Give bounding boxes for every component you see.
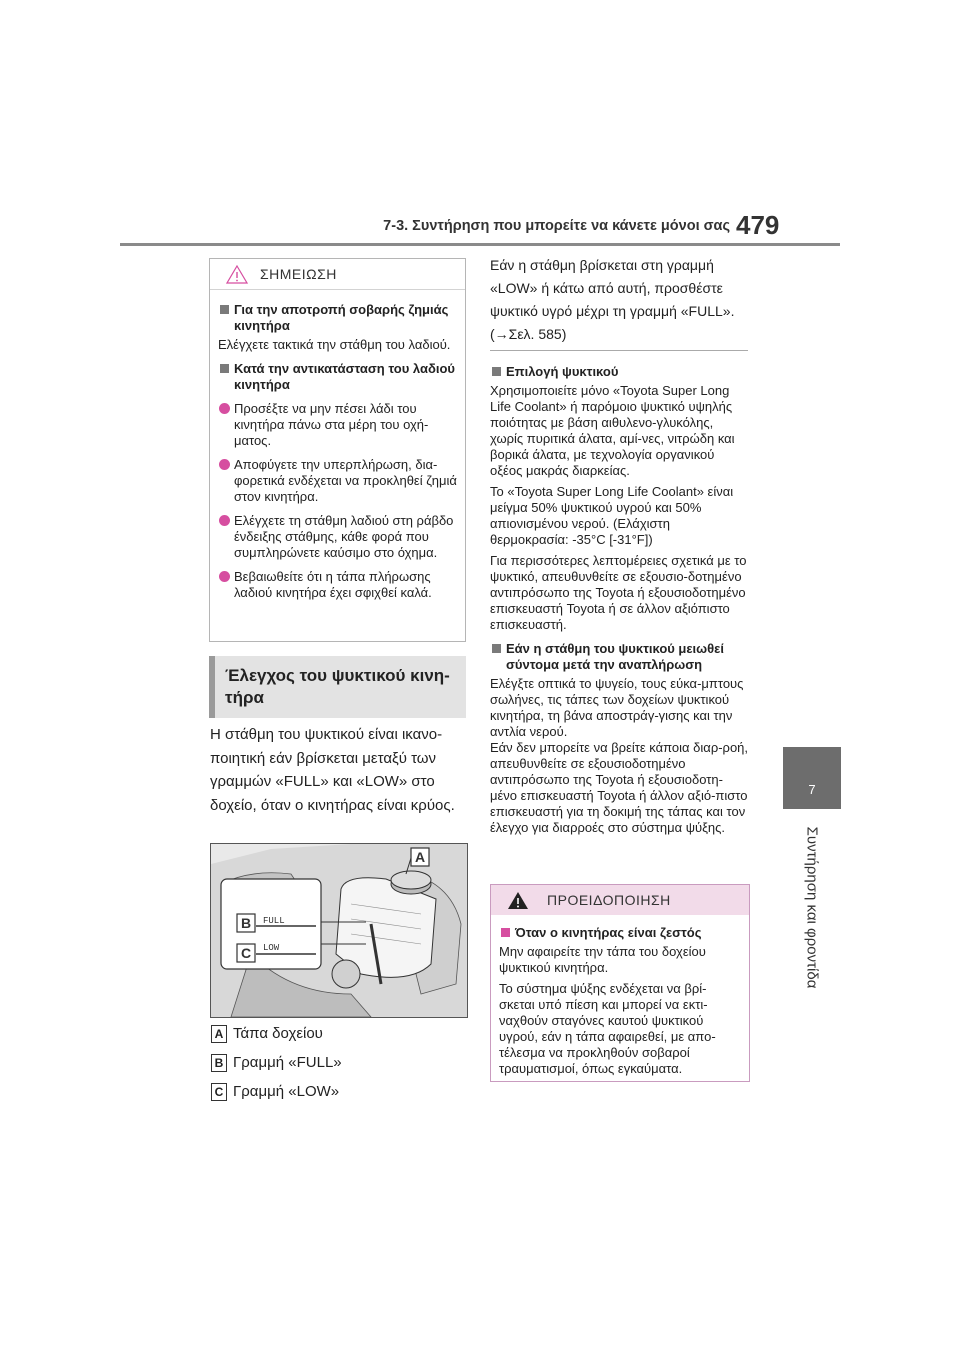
warning-paragraph-2: Το σύστημα ψύξης ενδέχεται να βρί-σκεται υπό πίεση και μπορεί να εκτι-ναχθούν σταγόνες καυτού ψυκτικού υγρού, εάν η τάπα αφαιρεθεί, με απο-τέλεσμα να προκληθούν σοβαροί τραυματισμοί, όπως εγκαύματα. (499, 981, 716, 1076)
note-body (210, 290, 465, 601)
note-bullet: Προσέξτε να μην πέσει λάδι του κινητήρα πάνω στα μέρη του οχή-ματος. (218, 401, 457, 449)
coolant-refill-paragraph: Εάν η στάθμη βρίσκεται στη γραμμή «LOW» ή κάτω από αυτή, προσθέστε ψυκτικό υγρό μέχρι τη γραμμή «FULL». (→Σελ. 585) (490, 257, 735, 342)
section-title: 7-3. Συντήρηση που μπορείτε να κάνετε μόνοι σας (383, 218, 730, 234)
note-heading-1: Για την αποτροπή σοβαρής ζημιάς κινητήρα (218, 302, 457, 334)
legend-item (211, 1083, 339, 1101)
chapter-title-vertical (782, 812, 842, 1002)
callout-a: A (415, 849, 426, 865)
column-divider (490, 350, 748, 351)
header-divider (120, 243, 840, 246)
coolant-reservoir-illustration (210, 843, 468, 1018)
warning-paragraph-1: Μην αφαιρείτε την τάπα του δοχείου ψυκτικού κινητήρα. (499, 944, 706, 975)
section-heading: Έλεγχος του ψυκτικού κινη-τήρα (209, 656, 466, 718)
legend-key: C (211, 1083, 227, 1101)
legend-item (211, 1025, 323, 1043)
callout-b: B (241, 915, 252, 931)
note-bullet: Βεβαιωθείτε ότι η τάπα πλήρωσης λαδιού κινητήρα έχει σφιχθεί καλά. (218, 569, 457, 601)
warning-title: ΠΡΟΕΙΔΟΠΟΙΗΣΗ (547, 892, 671, 908)
section-intro: Η στάθμη του ψυκτικού είναι ικανο-ποιητική εάν βρίσκεται μεταξύ των γραμμών «FULL» και «LOW» στο δοχείο, όταν ο κινητήρας είναι κρύος. (210, 726, 455, 814)
legend-text: Γραμμή «FULL» (233, 1054, 342, 1071)
note-header (210, 259, 465, 290)
coolant-paragraph-3: Για περισσότερες λεπτομέρειες σχετικά με το ψυκτικό, απευθυνθείτε σε εξουσιο-δοτημένο αντιπρόσωπο της Toyota ή εξουσιοδοτημένο επισκευαστή Toyota ή σε άλλον αξιόπιστο επισκευαστή. (490, 553, 747, 632)
coolant-paragraph-2: Το «Toyota Super Long Life Coolant» είναι μείγμα 50% ψυκτικού υγρού και 50% απιονισμένου νερού. (Ελάχιστη θερμοκρασία: -35°C [-31°F]) (490, 484, 734, 547)
legend-key: A (211, 1025, 227, 1043)
chapter-title: Συντήρηση και φροντίδα (803, 826, 821, 988)
note-box (209, 258, 466, 642)
warning-box (490, 884, 750, 1082)
coolant-info (490, 356, 748, 836)
coolant-paragraph-5: Εάν δεν μπορείτε να βρείτε κάποια διαρ-ροή, απευθυνθείτε σε εξουσιοδοτημένο αντιπρόσωπο της Toyota ή εξουσιοδοτη-μένο επισκευαστή Toyota ή άλλον αξιό-πιστο επισκευαστή για τη δοκιμή της τάπας και τον έλεγχο για διαρροές στο σύστημα ψύξης. (490, 740, 749, 835)
engine-bay-drawing (211, 844, 467, 1017)
note-bullet: Ελέγχετε τη στάθμη λαδιού στη ράβδο ένδειξης στάθμης, κάθε φορά που συμπληρώνετε καύσιμο στο όχημα. (218, 513, 457, 561)
page-number: 479 (736, 210, 780, 240)
note-bullet: Αποφύγετε την υπερπλήρωση, δια-φορετικά ενδέχεται να προκληθεί ζημιά στον κινητήρα. (218, 457, 457, 505)
callout-c: C (241, 945, 252, 961)
caution-triangle-icon (226, 265, 248, 284)
note-text-1: Ελέγχετε τακτικά την στάθμη του λαδιού. (218, 337, 451, 352)
warning-header (491, 885, 749, 915)
coolant-selection-heading: Επιλογή ψυκτικού (490, 364, 748, 380)
legend-text: Γραμμή «LOW» (233, 1083, 340, 1100)
full-mark-text: FULL (263, 916, 285, 926)
warning-triangle-icon (507, 891, 529, 910)
warning-body (491, 915, 749, 1077)
low-mark-text: LOW (263, 943, 280, 953)
warning-heading: Όταν ο κινητήρας είναι ζεστός (499, 925, 741, 941)
note-title: ΣΗΜΕΙΩΣΗ (260, 266, 337, 282)
legend-key: B (211, 1054, 227, 1072)
coolant-paragraph-1: Χρησιμοποιείτε μόνο «Toyota Super Long Life Coolant» ή παρόμοιο ψυκτικό υψηλής ποιότητας με βάση αιθυλενο-γλυκόλης, χωρίς πυριτικά άλατα, αμί-νες, νιτρώδη και βορικά άλατα, με τεχνολογία οργανικού οξέος μακράς διαρκείας. (490, 383, 735, 478)
legend-item (211, 1054, 342, 1072)
coolant-paragraph-4: Ελέγξτε οπτικά το ψυγείο, τους εύκα-μπτους σωλήνες, τις τάπες των δοχείων ψυκτικού κινητήρα, τη βάνα αποστράγ-γισης και την αντλία νερού. (490, 676, 744, 739)
legend-text: Τάπα δοχείου (233, 1025, 323, 1042)
chapter-tab (783, 747, 841, 809)
note-heading-2: Κατά την αντικατάσταση του λαδιού κινητήρα (218, 361, 457, 393)
chapter-number: 7 (808, 782, 816, 797)
coolant-drop-heading: Εάν η στάθμη του ψυκτικού μειωθεί σύντομα μετά την αναπλήρωση (490, 641, 748, 673)
